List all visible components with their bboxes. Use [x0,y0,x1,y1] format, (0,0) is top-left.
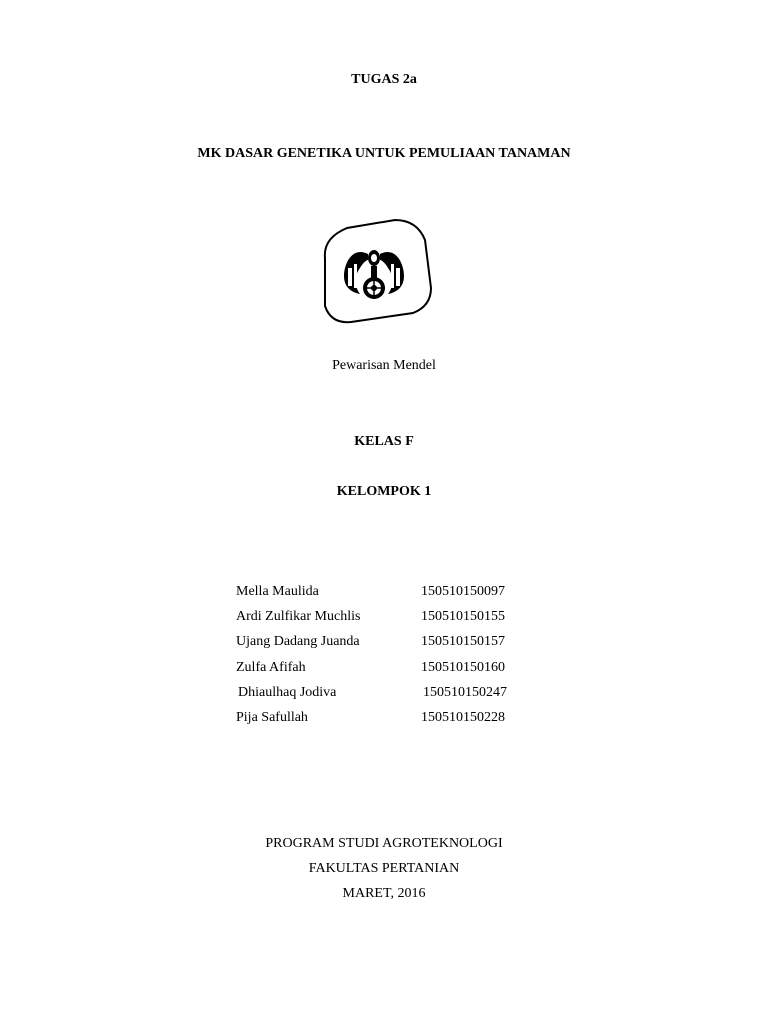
assignment-title: TUGAS 2a [351,72,417,87]
list-item [236,660,536,685]
list-item [236,710,536,735]
member-name: Ardi Zulfikar Muchlis [236,609,361,625]
list-item [236,685,536,710]
faculty-label: FAKULTAS PERTANIAN [308,861,460,876]
topic-title: Pewarisan Mendel [332,358,436,373]
member-name: Ujang Dadang Juanda [236,634,360,650]
course-title: MK DASAR GENETIKA UNTUK PEMULIAAN TANAMAN [197,146,571,161]
date-label: MARET, 2016 [342,886,426,901]
member-name: Mella Maulida [236,584,319,599]
member-nim: 150510150155 [421,609,505,625]
class-label: KELAS F [354,434,414,449]
member-nim: 150510150157 [421,634,505,650]
member-name: Dhiaulhaq Jodiva [238,684,337,700]
program-label: PROGRAM STUDI AGROTEKNOLOGI [265,836,503,851]
list-item [236,609,536,634]
university-emblem-icon [317,218,432,326]
member-name: Zulfa Afifah [236,659,306,675]
member-nim: 150510150160 [421,659,505,675]
member-name: Pija Safullah [236,709,308,725]
member-nim: 150510150228 [421,709,505,725]
member-nim: 150510150247 [423,684,507,700]
group-label: KELOMPOK 1 [336,484,432,499]
list-item [236,584,536,609]
member-nim: 150510150097 [421,584,505,599]
list-item [236,634,536,659]
member-list [236,584,536,735]
